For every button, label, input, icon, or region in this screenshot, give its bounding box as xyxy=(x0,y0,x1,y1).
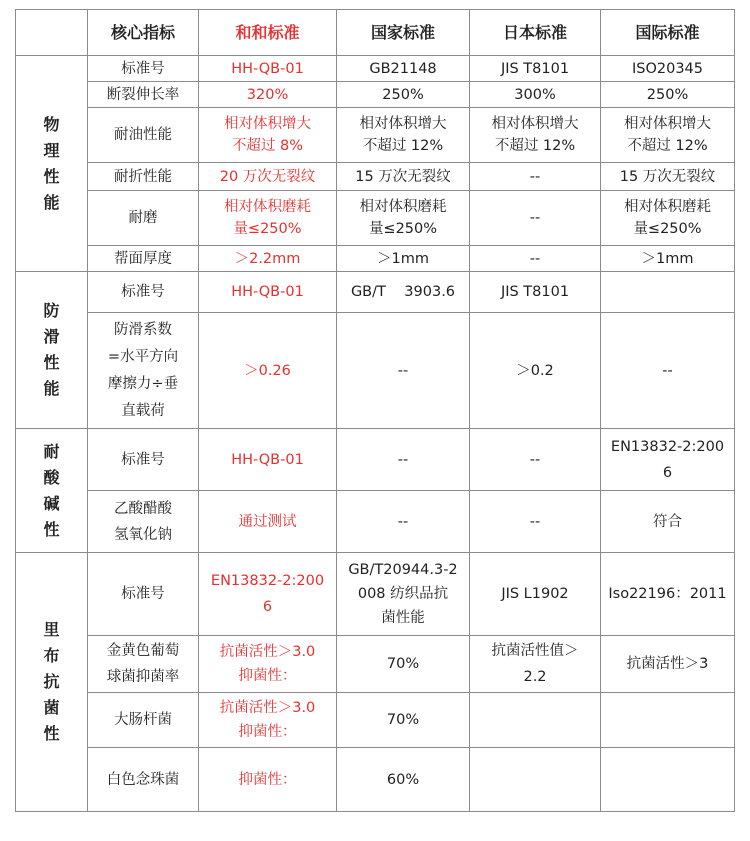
intl-value: ISO20345 xyxy=(601,56,735,82)
table-row xyxy=(16,272,735,313)
national-value: -- xyxy=(337,313,470,429)
table-row xyxy=(16,246,735,272)
national-value: 70% xyxy=(337,636,470,693)
intl-value: ＞1mm xyxy=(601,246,735,272)
japan-value: 抗菌活性值＞ 2.2 xyxy=(470,636,601,693)
row-label: 标准号 xyxy=(88,56,199,82)
national-value: GB/T 3903.6 xyxy=(337,272,470,313)
intl-value: 抗菌活性＞3 xyxy=(601,636,735,693)
japan-value: 300% xyxy=(470,82,601,108)
japan-value: ＞0.2 xyxy=(470,313,601,429)
table-row xyxy=(16,191,735,246)
national-value: 相对体积磨耗 量≤250% xyxy=(337,191,470,246)
table-row xyxy=(16,108,735,163)
japan-value: JIS T8101 xyxy=(470,56,601,82)
category-lining: 里 布 抗 菌 性 xyxy=(16,553,88,812)
row-label: 大肠杆菌 xyxy=(88,693,199,748)
national-value: GB21148 xyxy=(337,56,470,82)
header-japan-standard: 日本标准 xyxy=(470,10,601,56)
header-hehe-standard: 和和标准 xyxy=(199,10,337,56)
japan-value: -- xyxy=(470,491,601,553)
national-value: 相对体积增大 不超过 12% xyxy=(337,108,470,163)
row-label: 帮面厚度 xyxy=(88,246,199,272)
intl-value: EN13832-2:200 6 xyxy=(601,429,735,491)
japan-value: JIS T8101 xyxy=(470,272,601,313)
table-row xyxy=(16,693,735,748)
intl-value xyxy=(601,693,735,748)
japan-value xyxy=(470,748,601,812)
category-acid: 耐 酸 碱 性 xyxy=(16,429,88,553)
national-value: ＞1mm xyxy=(337,246,470,272)
header-category xyxy=(16,10,88,56)
japan-value: JIS L1902 xyxy=(470,553,601,636)
header-international-standard: 国际标准 xyxy=(601,10,735,56)
japan-value: -- xyxy=(470,163,601,191)
national-value: 60% xyxy=(337,748,470,812)
hehe-value: 通过测试 xyxy=(199,491,337,553)
hehe-value: 抗菌活性＞3.0 抑菌性： xyxy=(199,636,337,693)
row-label: 乙酸醋酸 氢氧化钠 xyxy=(88,491,199,553)
japan-value: 相对体积增大 不超过 12% xyxy=(470,108,601,163)
intl-value: 250% xyxy=(601,82,735,108)
hehe-value: EN13832-2:200 6 xyxy=(199,553,337,636)
category-physical: 物 理 性 能 xyxy=(16,56,88,272)
row-label: 防滑系数 =水平方向 摩擦力÷垂 直载荷 xyxy=(88,313,199,429)
table-row xyxy=(16,748,735,812)
row-label: 标准号 xyxy=(88,429,199,491)
intl-value: 相对体积增大 不超过 12% xyxy=(601,108,735,163)
row-label: 标准号 xyxy=(88,272,199,313)
hehe-value: HH-QB-01 xyxy=(199,429,337,491)
table-row xyxy=(16,429,735,491)
hehe-value: 20 万次无裂纹 xyxy=(199,163,337,191)
japan-value: -- xyxy=(470,429,601,491)
intl-value: Iso22196：2011 xyxy=(601,553,735,636)
intl-value: 相对体积磨耗 量≤250% xyxy=(601,191,735,246)
national-value: GB/T20944.3-2 008 纺织品抗 菌性能 xyxy=(337,553,470,636)
header-national-standard: 国家标准 xyxy=(337,10,470,56)
category-antislip: 防 滑 性 能 xyxy=(16,272,88,429)
national-value: 15 万次无裂纹 xyxy=(337,163,470,191)
japan-value: -- xyxy=(470,246,601,272)
national-value: -- xyxy=(337,491,470,553)
row-label: 标准号 xyxy=(88,553,199,636)
table-row xyxy=(16,553,735,636)
intl-value: 符合 xyxy=(601,491,735,553)
row-label: 耐折性能 xyxy=(88,163,199,191)
japan-value xyxy=(470,693,601,748)
row-label: 耐油性能 xyxy=(88,108,199,163)
table-row xyxy=(16,313,735,429)
intl-value: -- xyxy=(601,313,735,429)
table-row xyxy=(16,163,735,191)
header-core-indicator: 核心指标 xyxy=(88,10,199,56)
row-label: 断裂伸长率 xyxy=(88,82,199,108)
national-value: -- xyxy=(337,429,470,491)
japan-value: -- xyxy=(470,191,601,246)
intl-value xyxy=(601,272,735,313)
table-row xyxy=(16,491,735,553)
hehe-value: ＞0.26 xyxy=(199,313,337,429)
intl-value: 15 万次无裂纹 xyxy=(601,163,735,191)
header-row xyxy=(16,10,735,56)
hehe-value: HH-QB-01 xyxy=(199,56,337,82)
national-value: 250% xyxy=(337,82,470,108)
hehe-value: 抗菌活性＞3.0 抑菌性： xyxy=(199,693,337,748)
intl-value xyxy=(601,748,735,812)
hehe-value: 320% xyxy=(199,82,337,108)
table-row xyxy=(16,82,735,108)
hehe-value: ＞2.2mm xyxy=(199,246,337,272)
standards-comparison-table xyxy=(15,9,735,812)
national-value: 70% xyxy=(337,693,470,748)
table-row xyxy=(16,56,735,82)
row-label: 金黄色葡萄 球菌抑菌率 xyxy=(88,636,199,693)
hehe-value: HH-QB-01 xyxy=(199,272,337,313)
hehe-value: 抑菌性： xyxy=(199,748,337,812)
hehe-value: 相对体积磨耗 量≤250% xyxy=(199,191,337,246)
row-label: 白色念珠菌 xyxy=(88,748,199,812)
row-label: 耐磨 xyxy=(88,191,199,246)
hehe-value: 相对体积增大 不超过 8% xyxy=(199,108,337,163)
table-row xyxy=(16,636,735,693)
